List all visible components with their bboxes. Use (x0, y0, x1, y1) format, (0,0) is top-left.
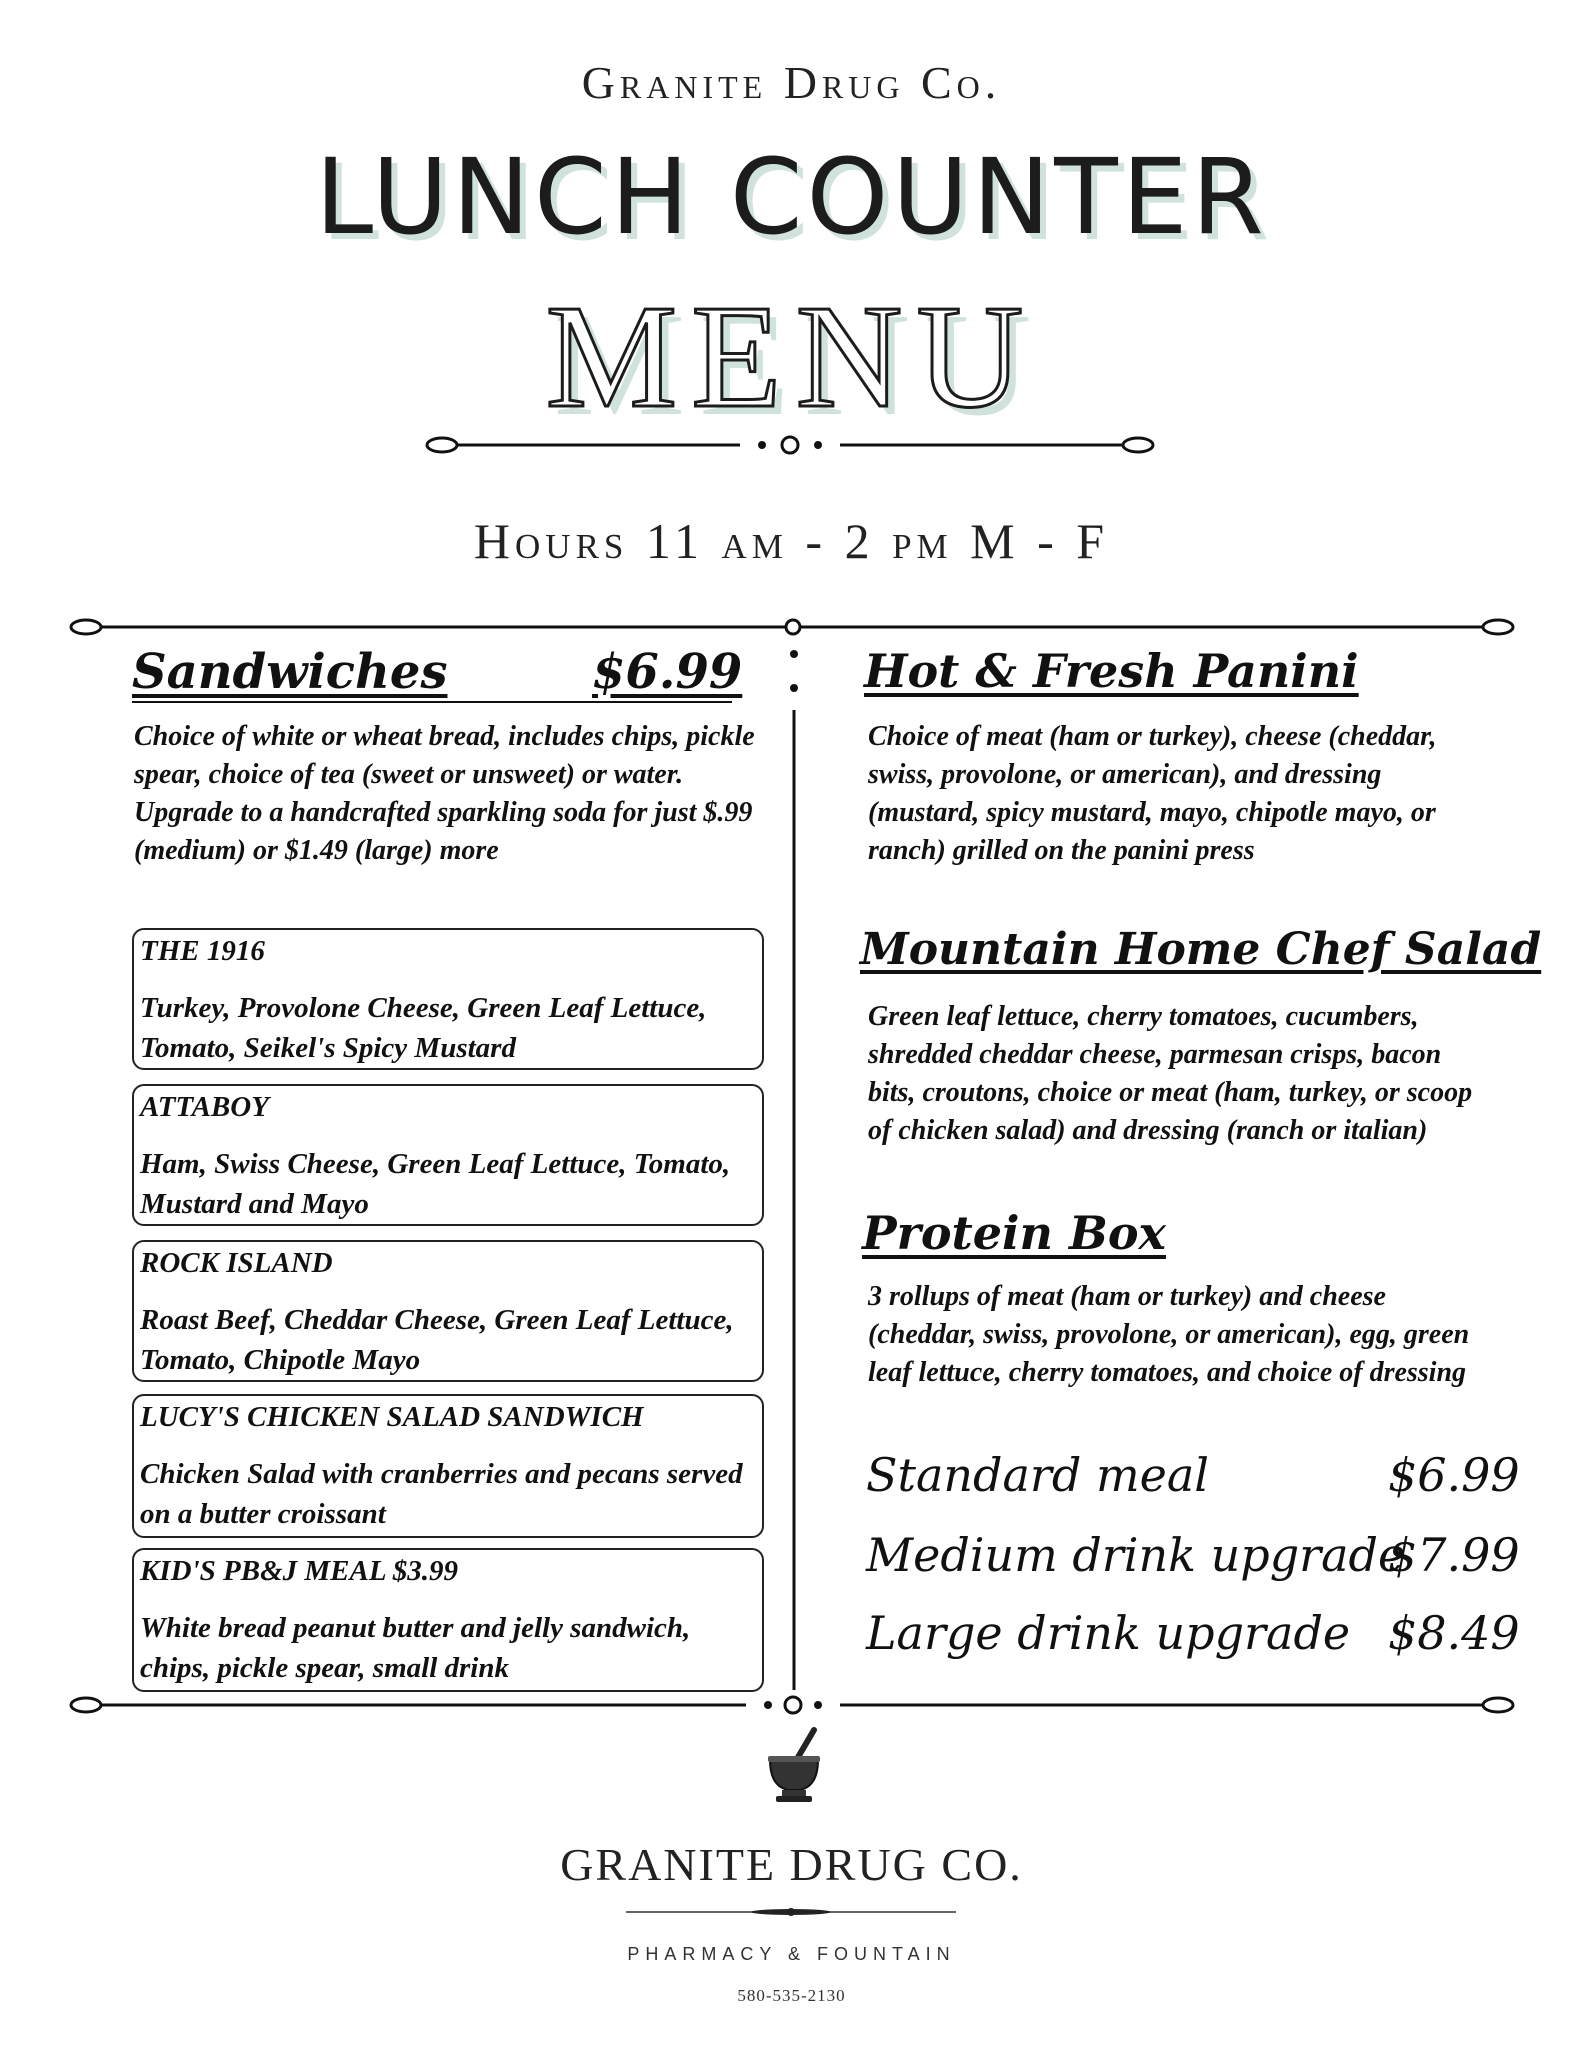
sandwich-item (132, 1548, 764, 1692)
sandwiches-heading-underline (132, 700, 732, 704)
frame-top-line (66, 614, 1518, 640)
sandwich-item (132, 928, 764, 1070)
sandwich-item-desc: Chicken Salad with cranberries and pecans served on a butter croissant (140, 1458, 743, 1530)
header-title: LUNCH COUNTER (315, 136, 1268, 258)
sandwich-item-name: ATTABOY (140, 1091, 269, 1123)
sandwich-item (132, 1394, 764, 1538)
chef-salad-description: Green leaf lettuce, cherry tomatoes, cucumbers, shredded cheddar cheese, parmesan crisps, bacon bits, croutons, choice or meat (ham, turkey, or scoop of chicken salad) and dressing (ranch or italian) (868, 1001, 1473, 1146)
price-row-amount: $6.99 (1388, 1448, 1520, 1502)
sandwich-item-name: THE 1916 (140, 935, 265, 967)
sandwich-item-name: KID'S PB&J MEAL $3.99 (140, 1555, 458, 1587)
column-divider (782, 640, 806, 1690)
sandwiches-price: $6.99 (592, 644, 743, 700)
sandwich-item-desc: White bread peanut butter and jelly sandwich, chips, pickle spear, small drink (140, 1612, 691, 1684)
hours: Hours 11 am - 2 pm M - F (473, 513, 1110, 569)
sandwich-item (132, 1240, 764, 1382)
price-row (866, 1606, 1520, 1660)
menu-title: MENU (545, 275, 1038, 439)
panini-heading: Hot & Fresh Panini (864, 644, 1359, 698)
footer-brand: GRANITE DRUG CO. (560, 1839, 1023, 1890)
protein-box-heading: Protein Box (862, 1206, 1166, 1260)
price-row-amount: $7.99 (1388, 1528, 1520, 1582)
chef-salad-heading: Mountain Home Chef Salad (860, 924, 1542, 975)
sandwich-item (132, 1084, 764, 1226)
protein-box-description: 3 rollups of meat (ham or turkey) and cheese (cheddar, swiss, provolone, or american), egg, green leaf lettuce, cherry tomatoes, and choice of dressing (868, 1281, 1470, 1388)
panini-description: Choice of meat (ham or turkey), cheese (cheddar, swiss, provolone, or american), and dressing (mustard, spicy mustard, mayo, chipotle mayo, or ranch) grilled on the panini press (868, 721, 1437, 866)
footer-phone: 580-535-2130 (737, 1986, 846, 2005)
price-row (866, 1528, 1520, 1582)
header-brand: Granite Drug Co. (581, 57, 1002, 108)
sandwich-item-desc: Turkey, Provolone Cheese, Green Leaf Lettuce, Tomato, Seikel's Spicy Mustard (140, 992, 707, 1064)
sandwich-item-name: LUCY'S CHICKEN SALAD SANDWICH (140, 1401, 644, 1433)
sandwiches-heading: Sandwiches (132, 644, 448, 700)
price-row-label: Medium drink upgrade (866, 1528, 1406, 1582)
sandwiches-description: Choice of white or wheat bread, includes chips, pickle spear, choice of tea (sweet or unsweet) or water. Upgrade to a handcrafted sparkling soda for just $.99 (medium) or $1.49 (large) more (134, 721, 755, 866)
sandwich-item-desc: Ham, Swiss Cheese, Green Leaf Lettuce, Tomato, Mustard and Mayo (140, 1148, 731, 1220)
ornament-divider-top (420, 432, 1160, 458)
sandwich-item-name: ROCK ISLAND (140, 1247, 333, 1279)
footer-tagline: PHARMACY & FOUNTAIN (627, 1944, 956, 1964)
frame-bottom-line (66, 1692, 1518, 1718)
price-row (866, 1448, 1520, 1502)
price-row-label: Standard meal (866, 1448, 1209, 1502)
mortar-pestle-icon (764, 1726, 824, 1806)
price-row-label: Large drink upgrade (866, 1606, 1351, 1660)
price-row-amount: $8.49 (1388, 1606, 1520, 1660)
footer-divider (626, 1906, 956, 1918)
sandwich-item-desc: Roast Beef, Cheddar Cheese, Green Leaf Lettuce, Tomato, Chipotle Mayo (140, 1304, 734, 1376)
